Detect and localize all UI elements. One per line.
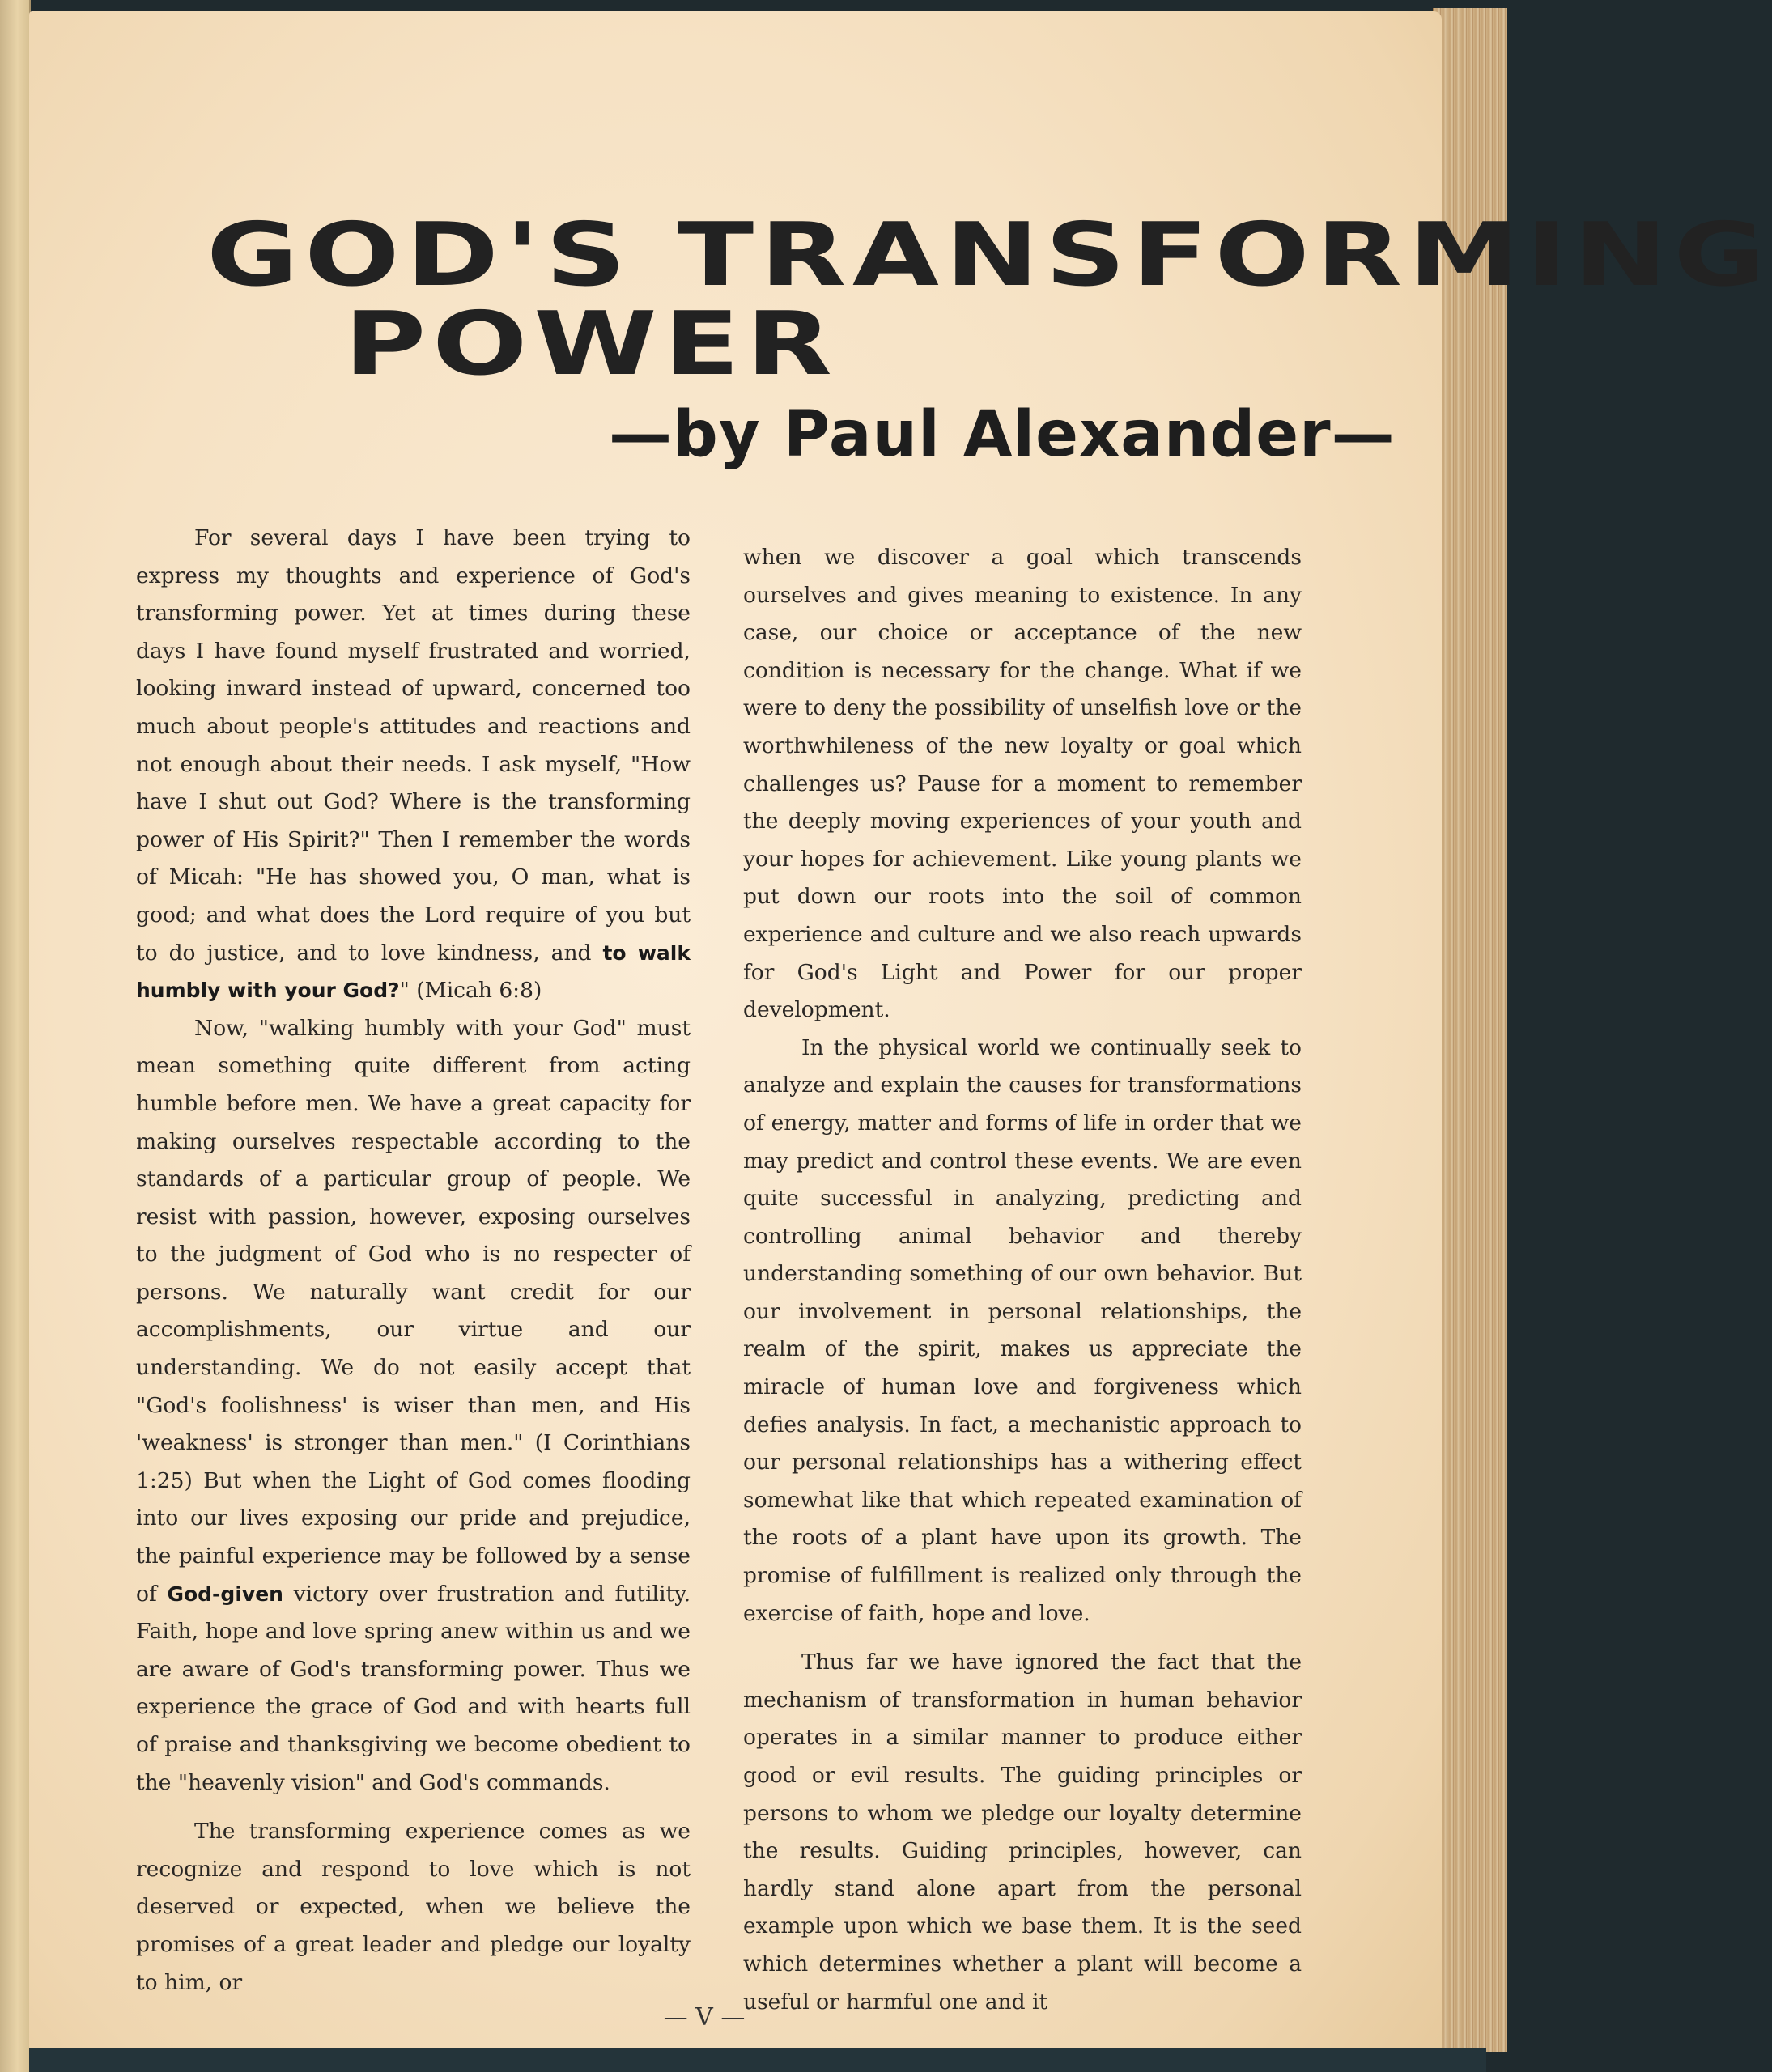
left-p1-bold: to walk humbly with your God? [136, 940, 691, 1003]
left-p2-text: Now, "walking humbly with your God" must mean something quite different from acting humble before men. We have a great capacity for making ourselves respectable according to the standards of a particular group of people. We resist with passion, however, exposing ourselves to the judgment of God who is no respecter of persons. We naturally want credit for our accomplishments, our virtue and our understanding. We do not easily accept that "God's foolishness' is wiser than men, and His 'weakness' is stronger than men." (I Corinthians 1:25) But when the Light of God comes flooding into our lives exposing our pride and prejudice, the painful experience may be followed by a sense of [136, 1015, 691, 1607]
left-p1-text: For several days I have been trying to express my thoughts and experience of God's transforming power. Yet at times during these days I have found myself frustrated and worried, looking inward instead of upward, concerned too much about people's attitudes and reactions and not enough about their needs. I ask myself, "How have I shut out God? Where is the transforming power of His Spirit?" Then I remember the words of Micah: "He has showed you, O man, what is good; and what does the Lord require of you but to do justice, and to love kindness, and [136, 525, 691, 966]
title-line-2: POWER [344, 294, 839, 395]
right-paragraph-3: Thus far we have ignored the fact that the mechanism of transformation in human behavior operates in a similar manner to produce either good or evil results. The guiding principles or persons to whom we pledge our loyalty determine the results. Guiding principles, however, can hardly stand alone apart from the personal example upon which we base them. It is the seed which determines whether a plant will become a useful or harmful one and it [743, 1650, 1302, 2015]
left-p2-tail: victory over frustration and futility. Faith, hope and love spring anew within us and we are aware of God's transforming power. Thus we experience the grace of God and with hearts full of praise and thanksgiving we become obedient to the "heavenly vision" and God's commands. [136, 1581, 691, 1795]
left-p1-tail: " (Micah 6:8) [399, 978, 542, 1004]
right-column [743, 539, 1302, 2021]
title-line-1: GOD'S TRANSFORMING [206, 205, 1772, 306]
left-p2-bold: God-given [167, 1582, 283, 1606]
left-paragraph-3: The transforming experience comes as we recognize and respond to love which is not deserved or expected, when we believe the promises of a great leader and pledge our loyalty to him, or [136, 1819, 691, 1995]
left-column [136, 520, 691, 2002]
right-paragraph-1: when we discover a goal which transcends ourselves and gives meaning to existence. In any case, our choice or acceptance of the new condition is necessary for the change. What if we were to deny the possibility of unselfish love or the worthwhileness of the new loyalty or goal which challenges us? Pause for a moment to remember the deeply moving experiences of your youth and your hopes for achievement. Like young plants we put down our roots into the soil of common experience and culture and we also reach upwards for God's Light and Power for our proper development. [743, 545, 1302, 1023]
page-bottom-shadow [29, 2048, 1486, 2072]
page-number: — V — [663, 2003, 746, 2032]
book-binding [0, 0, 31, 2072]
byline: —by Paul Alexander— [609, 398, 1396, 471]
right-paragraph-2: In the physical world we continually seek to analyze and explain the causes for transformations of energy, matter and forms of life in order that we may predict and control these events. We are even quite successful in analyzing, predicting and controlling animal behavior and thereby understanding something of our own behavior. But our involvement in personal relationships, the realm of the spirit, makes us appreciate the miracle of human love and forgiveness which defies analysis. In fact, a mechanistic approach to our personal relationships has a withering effect somewhat like that which repeated examination of the roots of a plant have upon its growth. The promise of fulfillment is realized only through the exercise of faith, hope and love. [743, 1034, 1302, 1626]
left-paragraph-2 [136, 1010, 691, 1802]
page-edges [1433, 8, 1507, 2052]
left-paragraph-1 [136, 520, 691, 1010]
